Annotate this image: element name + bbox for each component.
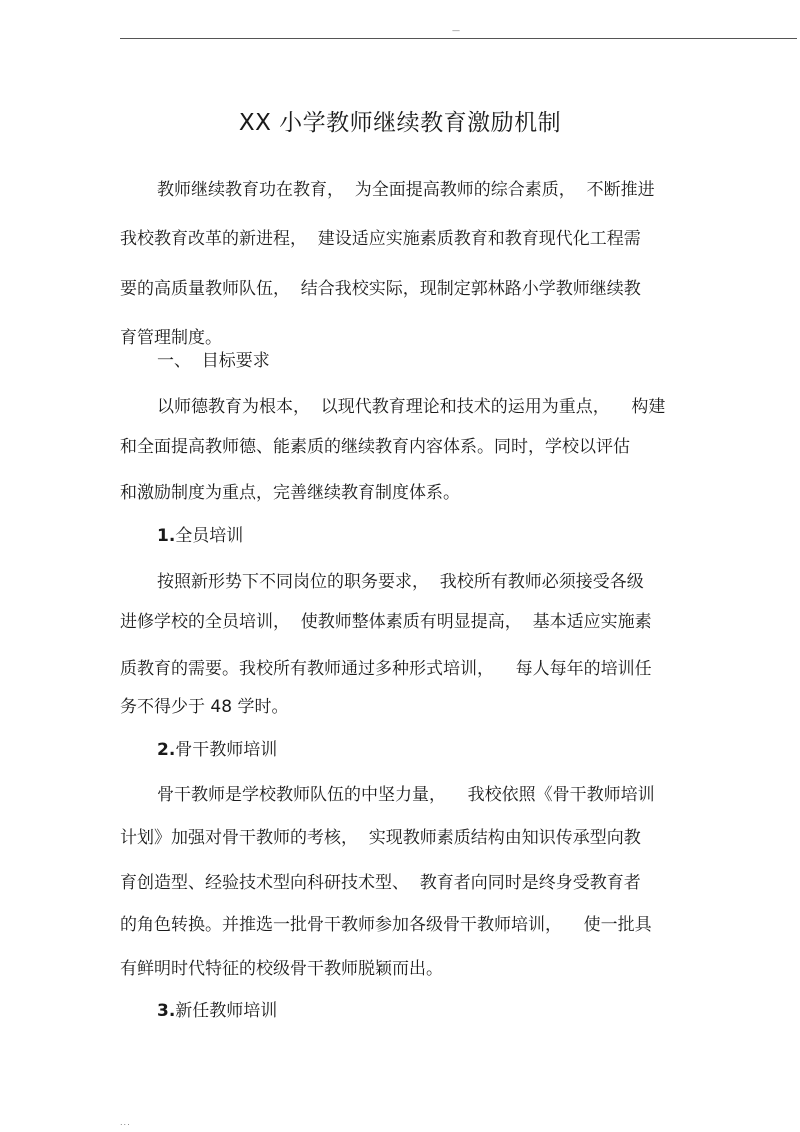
section1-line-1: 以师德教育为根本， 以现代教育理论和技术的运用为重点， 构建: [157, 397, 666, 417]
item1-line-2: 进修学校的全员培训， 使教师整体素质有明显提高， 基本适应实施素: [120, 612, 652, 632]
intro-line-3: 要的高质量教师队伍， 结合我校实际，现制定郭林路小学教师继续教: [120, 279, 641, 299]
header-rule: [120, 38, 797, 39]
document-title: XX 小学教师继续教育激励机制: [238, 110, 562, 136]
item1-label: 全员培训: [175, 526, 244, 546]
intro-line-2: 我校教育改革的新进程， 建设适应实施素质教育和教育现代化工程需: [120, 229, 641, 249]
item2-label: 骨干教师培训: [175, 740, 278, 760]
item2-line-5: 有鲜明时代特征的校级骨干教师脱颖而出。: [120, 959, 443, 979]
section-heading: 一、 目标要求: [157, 351, 270, 371]
intro-line-4: 育管理制度。: [120, 328, 222, 348]
item1-line-3: 质教育的需要。我校所有教师通过多种形式培训， 每人每年的培训任: [120, 659, 652, 679]
item2-line-4: 的角色转换。并推选一批骨干教师参加各级骨干教师培训， 使一批具: [120, 915, 652, 935]
item2-heading: [157, 740, 277, 760]
intro-line-1: 教师继续教育功在教育， 为全面提高教师的综合素质， 不断推进: [157, 180, 655, 200]
item1-line-1: 按照新形势下不同岗位的职务要求， 我校所有教师必须接受各级: [157, 572, 644, 592]
section1-line-3: 和激励制度为重点，完善继续教育制度体系。: [120, 483, 460, 503]
item1-line-4: 务不得少于 48 学时。: [120, 697, 289, 717]
item1-number: 1.: [157, 526, 176, 546]
footer-mark: ...: [120, 1118, 131, 1127]
item2-line-1: 骨干教师是学校教师队伍的中坚力量， 我校依照《骨干教师培训: [157, 785, 655, 805]
item2-line-2: 计划》加强对骨干教师的考核， 实现教师素质结构由知识传承型向教: [120, 828, 641, 848]
item2-line-3: 育创造型、经验技术型向科研技术型、 教育者向同时是终身受教育者: [120, 873, 641, 893]
item1-heading: [157, 526, 243, 546]
item2-number: 2.: [157, 740, 176, 760]
header-mark: —: [452, 26, 460, 35]
item3-label: 新任教师培训: [175, 1001, 278, 1021]
section1-line-2: 和全面提高教师德、能素质的继续教育内容体系。同时，学校以评估: [120, 437, 630, 457]
item3-number: 3.: [157, 1001, 176, 1021]
item3-heading: [157, 1001, 277, 1021]
